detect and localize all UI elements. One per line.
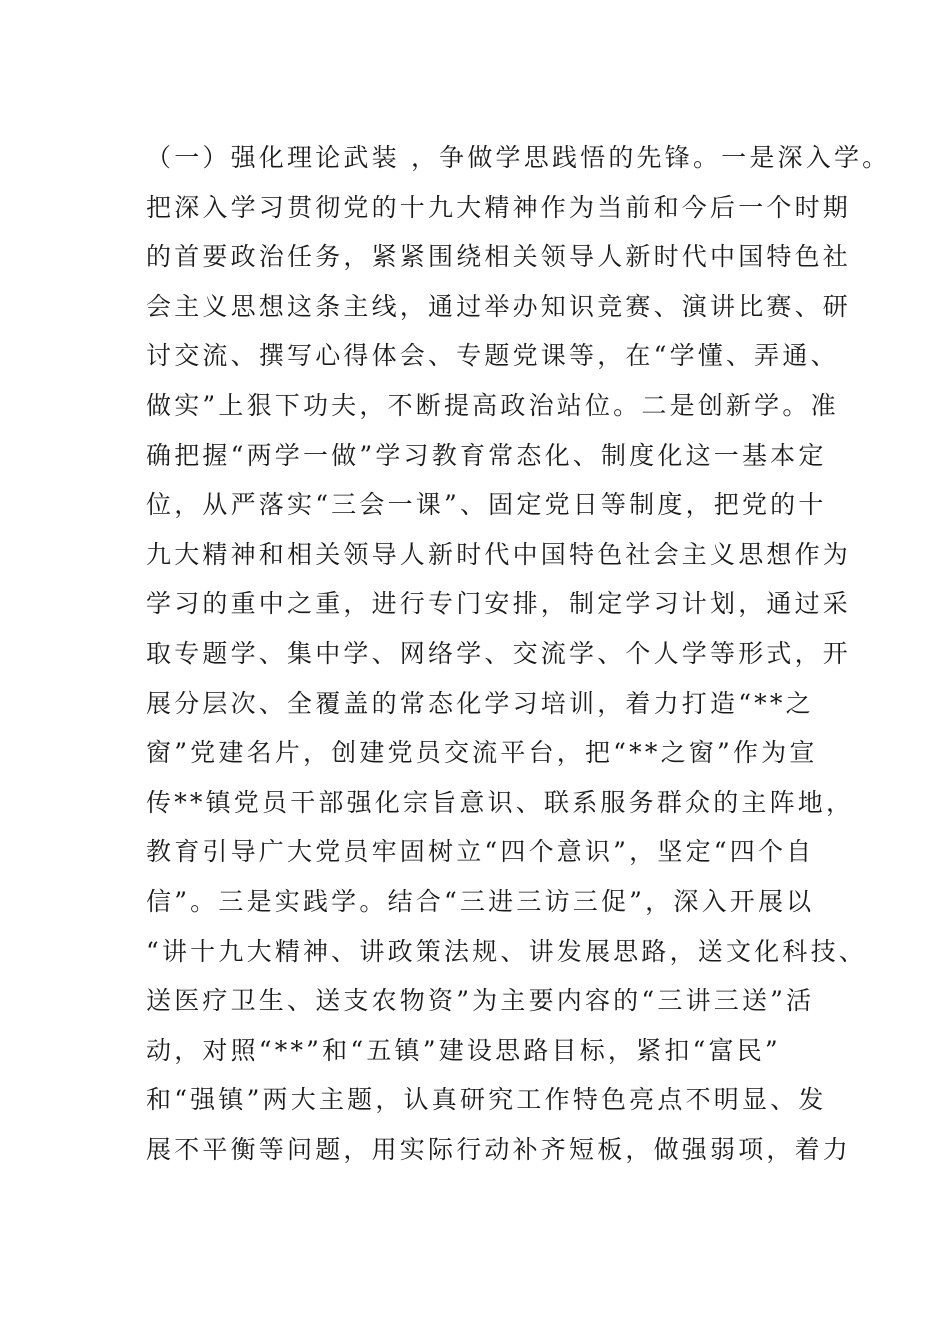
text-line: 九大精神和相关领导人新时代中国特色社会主义思想作为 <box>146 539 852 569</box>
text-line: 位，从严落实“三会一课”、固定党日等制度，把党的十 <box>146 490 827 520</box>
text-line: 把深入学习贯彻党的十九大精神作为当前和今后一个时期 <box>146 192 852 222</box>
text-line: 信”。三是实践学。结合“三进三访三促”，深入开展以 <box>146 886 815 916</box>
text-line: 会主义思想这条主线，通过举办知识竞赛、演讲比赛、研 <box>146 291 852 321</box>
text-line: 讨交流、撰写心得体会、专题党课等，在“学懂、弄通、 <box>146 341 839 371</box>
body-paragraph <box>146 133 936 1174</box>
text-line: 的首要政治任务，紧紧围绕相关领导人新时代中国特色社 <box>146 242 852 272</box>
text-line: （一）强化理论武装 ，争做学思践悟的先锋。一是深入学。 <box>146 143 891 172</box>
text-line: 送医疗卫生、送支农物资”为主要内容的“三讲三送”活 <box>146 986 815 1016</box>
text-line: “讲十九大精神、讲政策法规、讲发展思路，送文化科技、 <box>146 936 867 966</box>
text-line: 学习的重中之重，进行专门安排，制定学习计划，通过采 <box>146 589 852 619</box>
text-line: 展分层次、全覆盖的常态化学习培训，着力打造“**之 <box>146 688 814 718</box>
text-line: 窗”党建名片，创建党员交流平台，把“**之窗”作为宣 <box>146 738 818 768</box>
text-line: 做实”上狠下功夫，不断提高政治站位。二是创新学。准 <box>146 390 839 420</box>
text-line: 和“强镇”两大主题，认真研究工作特色亮点不明显、发 <box>146 1085 827 1115</box>
text-line: 确把握“两学一做”学习教育常态化、制度化这一基本定 <box>146 440 827 470</box>
text-line: 传**镇党员干部强化宗旨意识、联系服务群众的主阵地， <box>146 787 855 817</box>
text-line: 展不平衡等问题，用实际行动补齐短板，做强弱项，着力 <box>146 1134 852 1164</box>
text-line: 动，对照“**”和“五镇”建设思路目标，紧扣“富民” <box>146 1035 781 1065</box>
text-line: 取专题学、集中学、网络学、交流学、个人学等形式，开 <box>146 638 852 668</box>
text-line: 教育引导广大党员牢固树立“四个意识”，坚定“四个自 <box>146 837 815 867</box>
